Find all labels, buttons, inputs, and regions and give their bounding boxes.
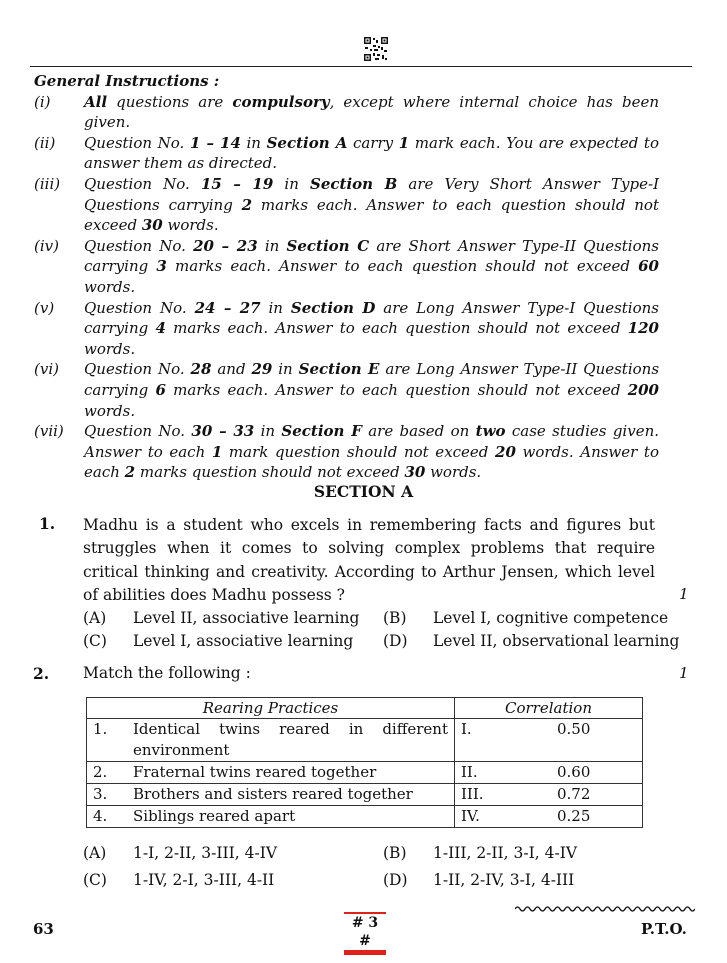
correlation-value: 0.50 <box>557 720 591 738</box>
option-label: (C) <box>83 632 107 650</box>
instruction-item <box>34 359 659 421</box>
instruction-text: All questions are compulsory, except where internal choice has been given. <box>84 92 659 132</box>
page-number-block <box>344 912 386 955</box>
instruction-number: (i) <box>34 92 51 111</box>
general-instructions <box>34 71 659 483</box>
question-2-option-b <box>383 844 577 862</box>
correlation-value: 0.25 <box>557 807 591 825</box>
option-text: 1-III, 2-II, 3-I, 4-IV <box>433 844 578 862</box>
instruction-number: (v) <box>34 298 55 317</box>
instruction-item <box>34 421 659 483</box>
correlation-value: 0.72 <box>557 785 591 803</box>
instruction-number: (vi) <box>34 360 59 379</box>
instruction-number: (ii) <box>34 133 56 152</box>
pto-label: P.T.O. <box>641 920 687 938</box>
correlation-value: 0.60 <box>557 763 591 781</box>
paper-code: 63 <box>33 920 54 938</box>
instruction-item <box>34 133 659 174</box>
option-label: (C) <box>83 871 107 889</box>
section-title: SECTION A <box>313 482 414 501</box>
rearing-practice: Fraternal twins reared together <box>133 763 377 781</box>
table-row <box>87 784 643 806</box>
question-1-option-c <box>83 632 353 650</box>
option-label: (B) <box>383 844 407 862</box>
option-text: 1-IV, 2-I, 3-III, 4-II <box>133 871 275 889</box>
option-label: (A) <box>83 844 107 862</box>
instruction-item <box>34 236 659 298</box>
option-text: Level II, observational learning <box>433 632 680 650</box>
table-row <box>87 719 643 762</box>
question-1-option-b <box>383 609 668 627</box>
instruction-item <box>34 298 659 360</box>
instruction-number: (iii) <box>34 174 61 193</box>
roman-numeral: I. <box>461 720 472 738</box>
option-text: Level I, associative learning <box>133 632 354 650</box>
qr-code-icon <box>364 37 388 61</box>
row-number: 2. <box>93 763 108 781</box>
table-header-row <box>87 698 643 719</box>
page-bar-bottom <box>344 950 386 955</box>
question-1-option-a <box>83 609 359 627</box>
option-text: 1-I, 2-II, 3-III, 4-IV <box>133 844 278 862</box>
roman-numeral: III. <box>461 785 484 803</box>
header-correlation: Correlation <box>455 698 643 719</box>
instruction-text: Question No. 28 and 29 in Section E are Long Answer Type-II Questions carrying 6 marks each. Answer to each question should not exceed 200 words. <box>84 360 660 420</box>
instruction-text: Question No. 24 – 27 in Section D are Long Answer Type-I Questions carrying 4 marks each. Answer to each question should not exceed 120 words. <box>84 298 659 358</box>
match-table <box>86 697 643 828</box>
question-1-number: 1. <box>39 514 56 533</box>
option-text: Level I, cognitive competence <box>433 609 669 627</box>
question-2-option-d <box>383 871 574 889</box>
instruction-number: (iv) <box>34 236 59 255</box>
rearing-practice: Identical twins reared in different environment <box>133 720 448 759</box>
rearing-practice: Brothers and sisters reared together <box>133 785 413 803</box>
option-label: (D) <box>383 871 408 889</box>
instructions-title: General Instructions : <box>34 72 220 90</box>
header-rearing-practices: Rearing Practices <box>87 698 455 719</box>
option-label: (B) <box>383 609 407 627</box>
option-label: (D) <box>383 632 408 650</box>
rearing-practice: Siblings reared apart <box>133 807 296 825</box>
question-2-number: 2. <box>33 664 50 683</box>
wavy-line-decoration <box>515 904 695 914</box>
instruction-text: Question No. 15 – 19 in Section B are Very Short Answer Type-I Questions carrying 2 marks each. Answer to each question should not exceed 30 words. <box>84 174 659 235</box>
instruction-item <box>34 92 659 133</box>
instruction-text: Question No. 20 – 23 in Section C are Short Answer Type-II Questions carrying 3 marks each. Answer to each question should not exceed 60 words. <box>84 236 659 296</box>
option-text: Level II, associative learning <box>133 609 360 627</box>
instruction-text: Question No. 30 – 33 in Section F are based on two case studies given. Answer to each 1 mark question should not exceed 20 words. Answer to each 2 marks question should not exceed 30 words. <box>84 422 660 482</box>
instruction-number: (vii) <box>34 422 64 441</box>
page-number: # 3 # <box>351 915 379 949</box>
instruction-text: Question No. 1 – 14 in Section A carry 1 mark each. You are expected to answer them as directed. <box>84 133 659 173</box>
question-1-text: Madhu is a student who excels in remembering facts and figures but struggles when it comes to solving complex problems that require critical thinking and creativity. According to Arthur Jensen, which level of abilities does Madhu possess ? <box>83 516 655 604</box>
question-1-marks: 1 <box>679 585 689 603</box>
question-1-option-d <box>383 632 679 650</box>
table-row <box>87 762 643 784</box>
instruction-item <box>34 174 659 236</box>
row-number: 4. <box>93 807 108 825</box>
roman-numeral: IV. <box>461 807 480 825</box>
roman-numeral: II. <box>461 763 478 781</box>
question-2-option-a <box>83 844 277 862</box>
question-2-option-c <box>83 871 274 889</box>
question-2-marks: 1 <box>679 664 689 682</box>
row-number: 3. <box>93 785 108 803</box>
option-text: 1-II, 2-IV, 3-I, 4-III <box>433 871 575 889</box>
question-2-text: Match the following : <box>83 664 251 682</box>
top-rule <box>30 66 692 67</box>
row-number: 1. <box>93 720 108 738</box>
option-label: (A) <box>83 609 107 627</box>
table-row <box>87 806 643 828</box>
